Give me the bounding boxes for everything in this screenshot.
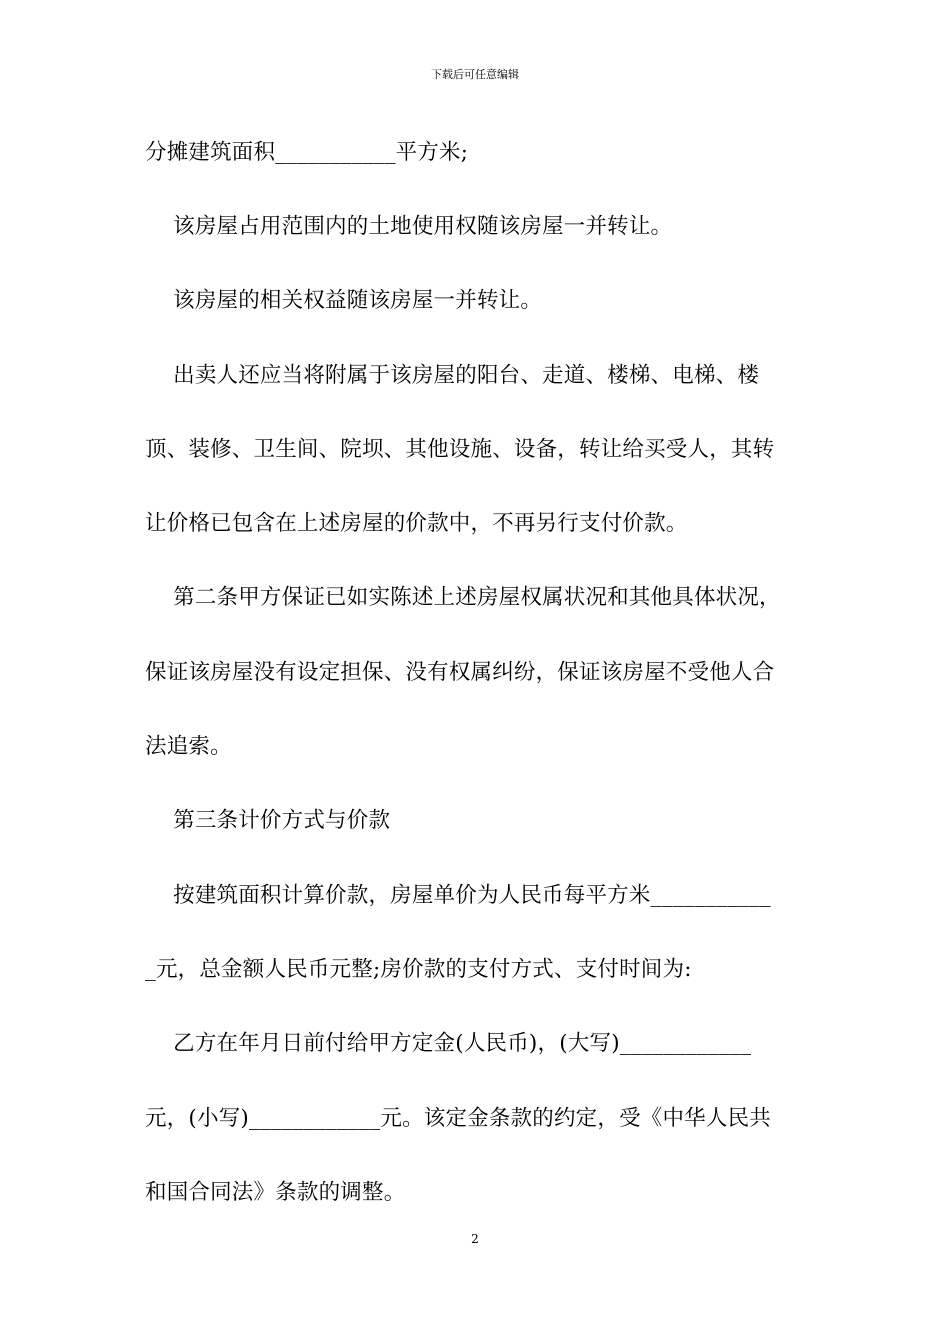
- page-number: 2: [471, 1232, 479, 1246]
- text-line: 元，(小写)____________元。该定金条款的约定，受《中华人民共: [145, 1106, 771, 1131]
- text-line: 第二条甲方保证已如实陈述上述房屋权属状况和其他具体状况，: [145, 585, 781, 610]
- text-line: 保证该房屋没有设定担保、没有权属纠纷，保证该房屋不受他人合: [145, 660, 775, 685]
- text-line: 出卖人还应当将附属于该房屋的阳台、走道、楼梯、电梯、楼: [145, 363, 760, 388]
- text-line: 让价格已包含在上述房屋的价款中，不再另行支付价款。: [145, 511, 688, 536]
- page-header: 下载后可任意编辑: [431, 68, 519, 81]
- text-line: 顶、装修、卫生间、院坝、其他设施、设备，转让给买受人，其转: [145, 437, 775, 462]
- section-heading: 第三条计价方式与价款: [145, 808, 391, 833]
- text-line: 该房屋占用范围内的土地使用权随该房屋一并转让。: [145, 214, 673, 239]
- text-line: _元，总金额人民币元整;房价款的支付方式、支付时间为:: [145, 957, 692, 982]
- text-line: 法追索。: [145, 734, 232, 759]
- text-line: 该房屋的相关权益随该房屋一并转让。: [145, 288, 543, 313]
- text-line: 分摊建筑面积___________平方米;: [145, 140, 469, 165]
- text-line: 按建筑面积计算价款，房屋单价为人民币每平方米___________: [145, 883, 771, 908]
- text-line: 乙方在年月日前付给甲方定金(人民币)，(大写)____________: [145, 1031, 752, 1056]
- text-line: 和国合同法》条款的调整。: [145, 1180, 406, 1205]
